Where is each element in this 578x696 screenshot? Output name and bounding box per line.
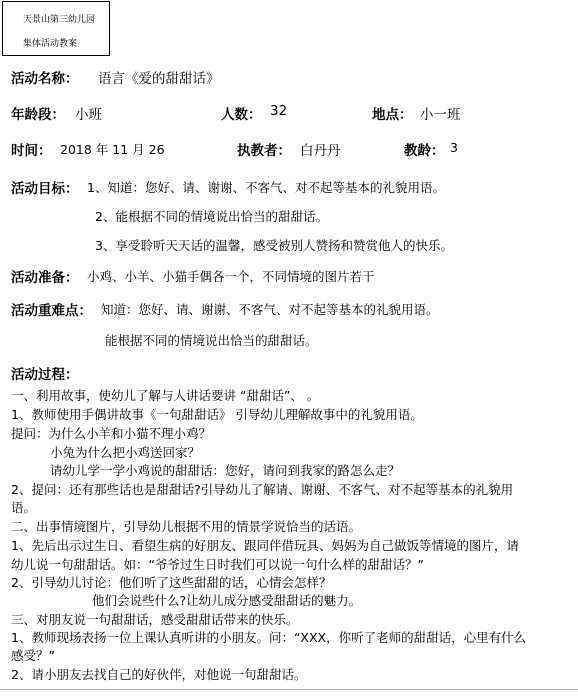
goal-item-2: 2、能根据不同的情境说出恰当的甜甜话。 (95, 209, 328, 224)
teacher-value: 白丹丹 (300, 143, 341, 159)
process-line: 1、教师使用手偶讲故事《一句甜甜话》 引导幼儿理解故事中的礼貌用语。 (11, 407, 423, 422)
process-line: 2、引导幼儿讨论：他们听了这些甜甜的话，心情会怎样？ (11, 575, 332, 590)
process-line: 语。 (11, 500, 37, 515)
page-bottom-rule (0, 689, 578, 690)
process-label: 活动过程： (11, 367, 79, 383)
count-value: 32 (270, 103, 288, 119)
process-line: 小兔为什么把小鸡送回家？ (50, 445, 201, 460)
process-line: 幼儿说一句甜甜话。如：“爷爷过生日时我们可以说一句什么样的甜甜话？” (11, 557, 424, 572)
key-points-label: 活动重难点： (11, 303, 92, 319)
years-label: 教龄： (404, 143, 445, 159)
age-label: 年龄段： (11, 107, 65, 123)
goal-item-1: 1、知道：您好、请、谢谢、不客气、对不起等基本的礼貌用语。 (87, 180, 445, 195)
stamp-doc-type: 集体活动教案 (23, 39, 78, 49)
process-line: 提问：为什么小羊和小猫不理小鸡？ (11, 426, 212, 441)
process-line: 三、对朋友说一句甜甜话，感受甜甜话带来的快乐。 (11, 612, 299, 627)
time-label: 时间： (11, 143, 52, 159)
process-line: 一、利用故事，使幼儿了解与人讲话要讲 “甜甜话”、 。 (11, 388, 320, 403)
key-points-value-1: 知道：您好、请、谢谢、不客气、对不起等基本的礼貌用语。 (101, 302, 439, 317)
prep-value: 小鸡、小羊、小猫手偶各一个，不同情境的图片若干 (87, 269, 375, 284)
prep-label: 活动准备： (11, 270, 79, 286)
goals-label: 活动目标： (11, 181, 79, 197)
key-points-value-2: 能根据不同的情境说出恰当的甜甜话。 (105, 333, 318, 348)
teacher-label: 执教者： (237, 143, 291, 159)
place-value: 小一班 (420, 107, 461, 123)
process-line: 2、请小朋友去找自己的好伙伴，对他说一句甜甜话。 (11, 667, 307, 682)
school-stamp-box (2, 1, 110, 56)
time-value: 2018 年 11 月 26 (60, 142, 165, 157)
activity-name-label: 活动名称： (11, 71, 79, 87)
years-value: 3 (450, 140, 458, 155)
process-line: 1、教师现场表扬一位上课认真听讲的小朋友。问：“XXX，你听了老师的甜甜话，心里有什么 (11, 630, 527, 645)
process-line: 2、提问：还有那些话也是甜甜话?引导幼儿了解请、谢谢、不客气、对不起等基本的礼貌用 (11, 482, 514, 497)
process-line: 他们会说些什么?让幼儿成分感受甜甜话的魅力。 (92, 593, 362, 608)
process-line: 二、出事情境图片，引导幼儿根据不用的情景学说恰当的话语。 (11, 519, 362, 534)
goal-item-3: 3、享受聆听天天话的温馨，感受被别人赞扬和赞赏他人的快乐。 (95, 238, 453, 253)
stamp-school-name: 天景山第三幼儿园 (23, 15, 96, 25)
place-label: 地点： (372, 107, 413, 123)
count-label: 人数： (221, 107, 262, 123)
age-value: 小班 (75, 107, 102, 123)
process-line: 感受？” (11, 648, 55, 663)
activity-name-value: 语言《爱的甜甜话》 (98, 71, 220, 87)
process-line: 请幼儿学一学小鸡说的甜甜话：您好，请问到我家的路怎么走？ (50, 463, 401, 478)
process-line: 1、先后出示过生日、看望生病的好朋友、跟同伴借玩具、妈妈为自己做饭等情境的图片，请 (11, 538, 519, 553)
